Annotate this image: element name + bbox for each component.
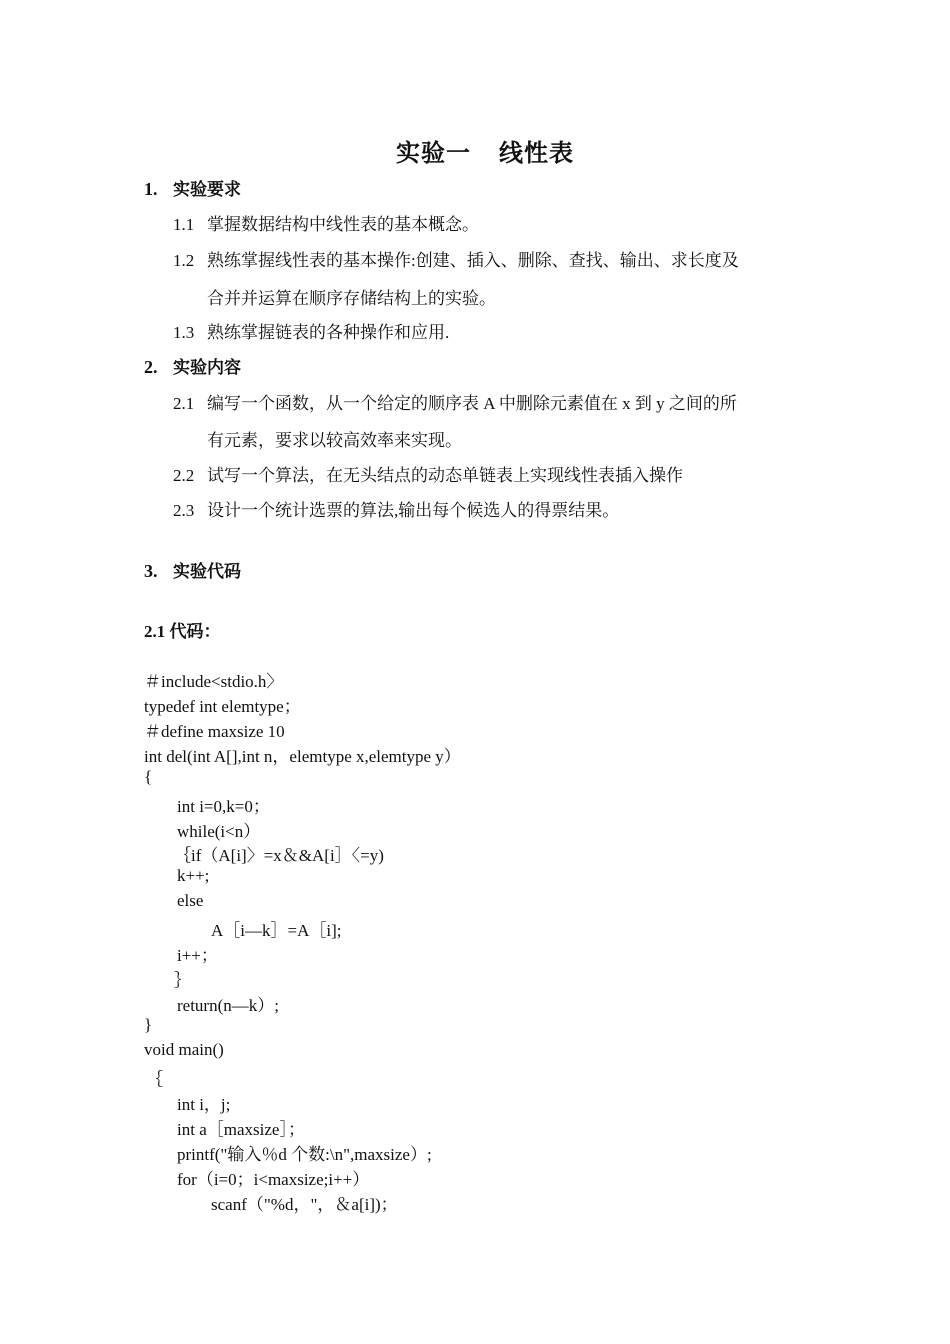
code-line: for（i=0；i<maxsize;i++） — [177, 1170, 370, 1189]
section-heading-2 — [144, 353, 241, 378]
item-number: 1.3 — [173, 323, 195, 342]
code-line: ＃include<stdio.h〉 — [144, 672, 284, 691]
code-line: int del(int A[],int n，elemtype x,elemtype y） — [144, 747, 461, 766]
code-line: ＃define maxsize 10 — [144, 722, 285, 741]
item-text: 设计一个统计选票的算法,输出每个候选人的得票结果。 — [207, 501, 620, 520]
list-item-1-1 — [173, 210, 479, 235]
code-line: else — [177, 891, 204, 910]
code-line: int i=0,k=0； — [177, 797, 270, 816]
item-number: 2.2 — [173, 466, 195, 485]
code-line: { — [144, 767, 153, 786]
section-title: 实验要求 — [173, 180, 241, 200]
list-item-1-2 — [173, 246, 739, 271]
code-line: typedef int elemtype； — [144, 697, 301, 716]
code-line: i++； — [177, 946, 218, 965]
item-text: 熟练掌握链表的各种操作和应用. — [207, 323, 450, 342]
code-subheading: 2.1 代码： — [144, 622, 221, 641]
item-text: 试写一个算法，在无头结点的动态单链表上实现线性表插入操作 — [207, 466, 683, 485]
code-line: printf("输入％d 个数:\n",maxsize）; — [177, 1145, 432, 1164]
item-text: 熟练掌握线性表的基本操作:创建、插入、删除、查找、输出、求长度及 — [207, 251, 739, 270]
code-line: while(i<n） — [177, 822, 261, 841]
item-number: 2.1 — [173, 394, 195, 413]
section-title: 实验内容 — [173, 358, 241, 378]
code-line: } — [144, 1015, 153, 1034]
section-number: 2. — [144, 357, 158, 377]
section-number: 3. — [144, 561, 158, 581]
section-title: 实验代码 — [173, 562, 241, 582]
code-line: A［i—k］=A［i]; — [211, 921, 342, 940]
list-item-1-2-continuation: 合并并运算在顺序存储结构上的实验。 — [207, 289, 496, 308]
document-title: 实验一 线性表 — [395, 139, 575, 167]
list-item-2-2 — [173, 461, 683, 486]
code-line: ｝ — [174, 971, 191, 990]
code-line: ｛ — [146, 1070, 163, 1089]
item-text: 掌握数据结构中线性表的基本概念。 — [207, 215, 479, 234]
section-heading-1 — [144, 175, 241, 200]
code-line: int i，j; — [177, 1095, 231, 1114]
item-number: 1.2 — [173, 251, 195, 270]
code-line: scanf（"%d，"，＆a[i])； — [211, 1195, 398, 1214]
code-line: int a［maxsize］； — [177, 1120, 305, 1139]
item-number: 1.1 — [173, 215, 195, 234]
code-line: k++; — [177, 866, 210, 885]
list-item-1-3 — [173, 318, 449, 343]
list-item-2-1 — [173, 389, 737, 414]
list-item-2-3 — [173, 496, 619, 521]
code-line: ｛if（A[i]〉=x＆&A[i］〈=y) — [174, 846, 384, 865]
item-number: 2.3 — [173, 501, 195, 520]
item-text: 编写一个函数，从一个给定的顺序表 A 中删除元素值在 x 到 y 之间的所 — [207, 394, 737, 413]
code-line: return(n—k）; — [177, 996, 279, 1015]
section-heading-3 — [144, 557, 241, 582]
list-item-2-1-continuation: 有元素，要求以较高效率来实现。 — [207, 431, 462, 450]
code-line: void main() — [144, 1040, 224, 1059]
section-number: 1. — [144, 179, 158, 199]
